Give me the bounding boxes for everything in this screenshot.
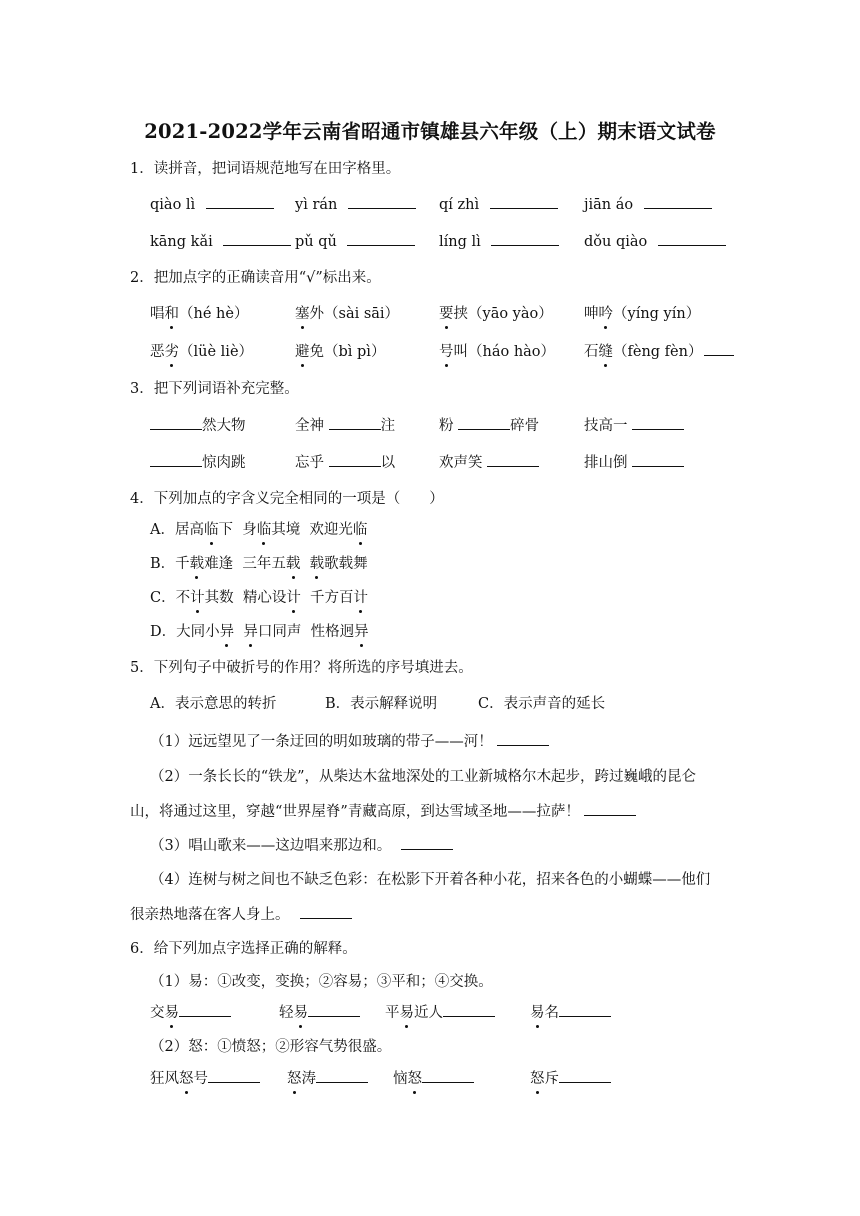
word-item: 怒涛 xyxy=(287,1067,368,1088)
pinyin-item: jiān áo xyxy=(584,197,634,213)
answer-blank[interactable] xyxy=(497,731,549,746)
question-1-stem: 1．读拼音，把词语规范地写在田字格里。 xyxy=(130,161,401,177)
reading-item[interactable]: 呻吟（yíng yín） xyxy=(584,302,700,323)
answer-blank[interactable] xyxy=(401,835,453,850)
answer-blank[interactable] xyxy=(150,452,202,467)
question-5-stem: 5．下列句子中破折号的作用？将所选的序号填进去。 xyxy=(130,660,473,676)
pinyin-item: qí zhì xyxy=(439,197,480,213)
answer-blank[interactable] xyxy=(704,341,734,356)
answer-blank[interactable] xyxy=(208,1068,260,1083)
sentence-2-line-1: （2）一条长长的“铁龙”，从柴达木盆地深处的工业新城格尔木起步，跨过巍峨的昆仑 xyxy=(150,769,697,785)
q1-row-2 xyxy=(0,231,860,253)
answer-blank[interactable] xyxy=(316,1068,368,1083)
answer-blank[interactable] xyxy=(559,1068,611,1083)
q5-choices xyxy=(0,692,860,714)
answer-blank[interactable] xyxy=(206,194,274,209)
idiom-item: 然大物 xyxy=(150,414,246,435)
question-6-stem: 6．给下列加点字选择正确的解释。 xyxy=(130,941,357,957)
answer-blank[interactable] xyxy=(632,415,684,430)
pinyin-item: pǔ qǔ xyxy=(295,234,337,250)
sentence-1: （1）远远望见了一条迂回的明如玻璃的带子——河！ xyxy=(150,730,549,751)
q1-row-1 xyxy=(0,194,860,216)
pinyin-item: yì rán xyxy=(295,197,338,213)
pinyin-item: dǒu qiào xyxy=(584,234,648,250)
answer-blank[interactable] xyxy=(300,904,352,919)
option-b[interactable]: B．千载难逢 三年五载 载歌载舞 xyxy=(150,552,368,573)
q2-row-1 xyxy=(0,302,860,324)
choice-b: B．表示解释说明 xyxy=(325,696,438,712)
q6-part-1-prompt: （1）易：①改变，变换；②容易；③平和；④交换。 xyxy=(150,974,493,990)
answer-blank[interactable] xyxy=(644,194,712,209)
answer-blank[interactable] xyxy=(348,194,416,209)
word-item: 易名 xyxy=(530,1001,611,1022)
answer-blank[interactable] xyxy=(329,415,381,430)
question-2-stem: 2．把加点字的正确读音用“√”标出来。 xyxy=(130,270,381,286)
reading-item[interactable]: 塞外（sài sāi） xyxy=(295,302,399,323)
sentence-4-line-2: 很亲热地落在客人身上。 xyxy=(130,903,352,924)
choice-a: A．表示意思的转折 xyxy=(150,696,277,712)
idiom-item: 排山倒 xyxy=(584,451,684,472)
word-item: 交易 xyxy=(150,1001,231,1022)
reading-item[interactable]: 号叫（háo hào） xyxy=(439,340,555,361)
reading-item[interactable]: 石缝（fèng fèn） xyxy=(584,340,734,361)
q3-row-1 xyxy=(0,414,860,436)
answer-blank[interactable] xyxy=(491,231,559,246)
choice-c: C．表示声音的延长 xyxy=(478,696,606,712)
option-c[interactable]: C．不计其数 精心设计 千方百计 xyxy=(150,586,368,607)
idiom-item: 欢声笑 xyxy=(439,451,539,472)
word-item: 恼怒 xyxy=(393,1067,474,1088)
word-item: 怒斥 xyxy=(530,1067,611,1088)
q6-part-2-row xyxy=(0,1067,860,1089)
idiom-item: 全神 注 xyxy=(295,414,395,435)
answer-blank[interactable] xyxy=(458,415,510,430)
reading-item[interactable]: 恶劣（lüè liè） xyxy=(150,340,253,361)
sentence-3: （3）唱山歌来——这边唱来那边和。 xyxy=(150,834,453,855)
word-item: 轻易 xyxy=(279,1001,360,1022)
answer-blank[interactable] xyxy=(179,1002,231,1017)
sentence-4-line-1: （4）连树与树之间也不缺乏色彩：在松影下开着各种小花，招来各色的小蝴蝶——他们 xyxy=(150,872,711,888)
answer-blank[interactable] xyxy=(422,1068,474,1083)
reading-item[interactable]: 唱和（hé hè） xyxy=(150,302,248,323)
pinyin-item: líng lì xyxy=(439,234,481,250)
idiom-item: 惊肉跳 xyxy=(150,451,246,472)
reading-item[interactable]: 避免（bì pì） xyxy=(295,340,385,361)
page-title: 2021-2022学年云南省昭通市镇雄县六年级（上）期末语文试卷 xyxy=(144,120,716,143)
answer-blank[interactable] xyxy=(658,231,726,246)
pinyin-item: kāng kǎi xyxy=(150,234,213,250)
answer-blank[interactable] xyxy=(490,194,558,209)
answer-blank[interactable] xyxy=(150,415,202,430)
q3-row-2 xyxy=(0,451,860,473)
answer-blank[interactable] xyxy=(584,801,636,816)
answer-blank[interactable] xyxy=(632,452,684,467)
question-3-stem: 3．把下列词语补充完整。 xyxy=(130,381,299,397)
answer-blank[interactable] xyxy=(329,452,381,467)
idiom-item: 忘乎 以 xyxy=(295,451,395,472)
q6-part-1-row xyxy=(0,1001,860,1023)
word-item: 平易近人 xyxy=(385,1001,495,1022)
answer-blank[interactable] xyxy=(559,1002,611,1017)
option-a[interactable]: A．居高临下 身临其境 欢迎光临 xyxy=(150,518,367,539)
answer-blank[interactable] xyxy=(443,1002,495,1017)
pinyin-item: qiào lì xyxy=(150,197,196,213)
sentence-2-line-2: 山，将通过这里，穿越“世界屋脊”青藏高原，到达雪域圣地——拉萨！ xyxy=(130,800,636,821)
q6-part-2-prompt: （2）怒：①愤怒；②形容气势很盛。 xyxy=(150,1039,392,1055)
answer-blank[interactable] xyxy=(487,452,539,467)
idiom-item: 粉 碎骨 xyxy=(439,414,539,435)
reading-item[interactable]: 要挟（yāo yào） xyxy=(439,302,553,323)
answer-blank[interactable] xyxy=(223,231,291,246)
option-d[interactable]: D．大同小异 异口同声 性格迥异 xyxy=(150,620,369,641)
idiom-item: 技高一 xyxy=(584,414,684,435)
answer-blank[interactable] xyxy=(347,231,415,246)
question-4-stem: 4．下列加点的字含义完全相同的一项是（ ） xyxy=(130,491,444,507)
answer-blank[interactable] xyxy=(308,1002,360,1017)
word-item: 狂风怒号 xyxy=(150,1067,260,1088)
q2-row-2 xyxy=(0,340,860,362)
